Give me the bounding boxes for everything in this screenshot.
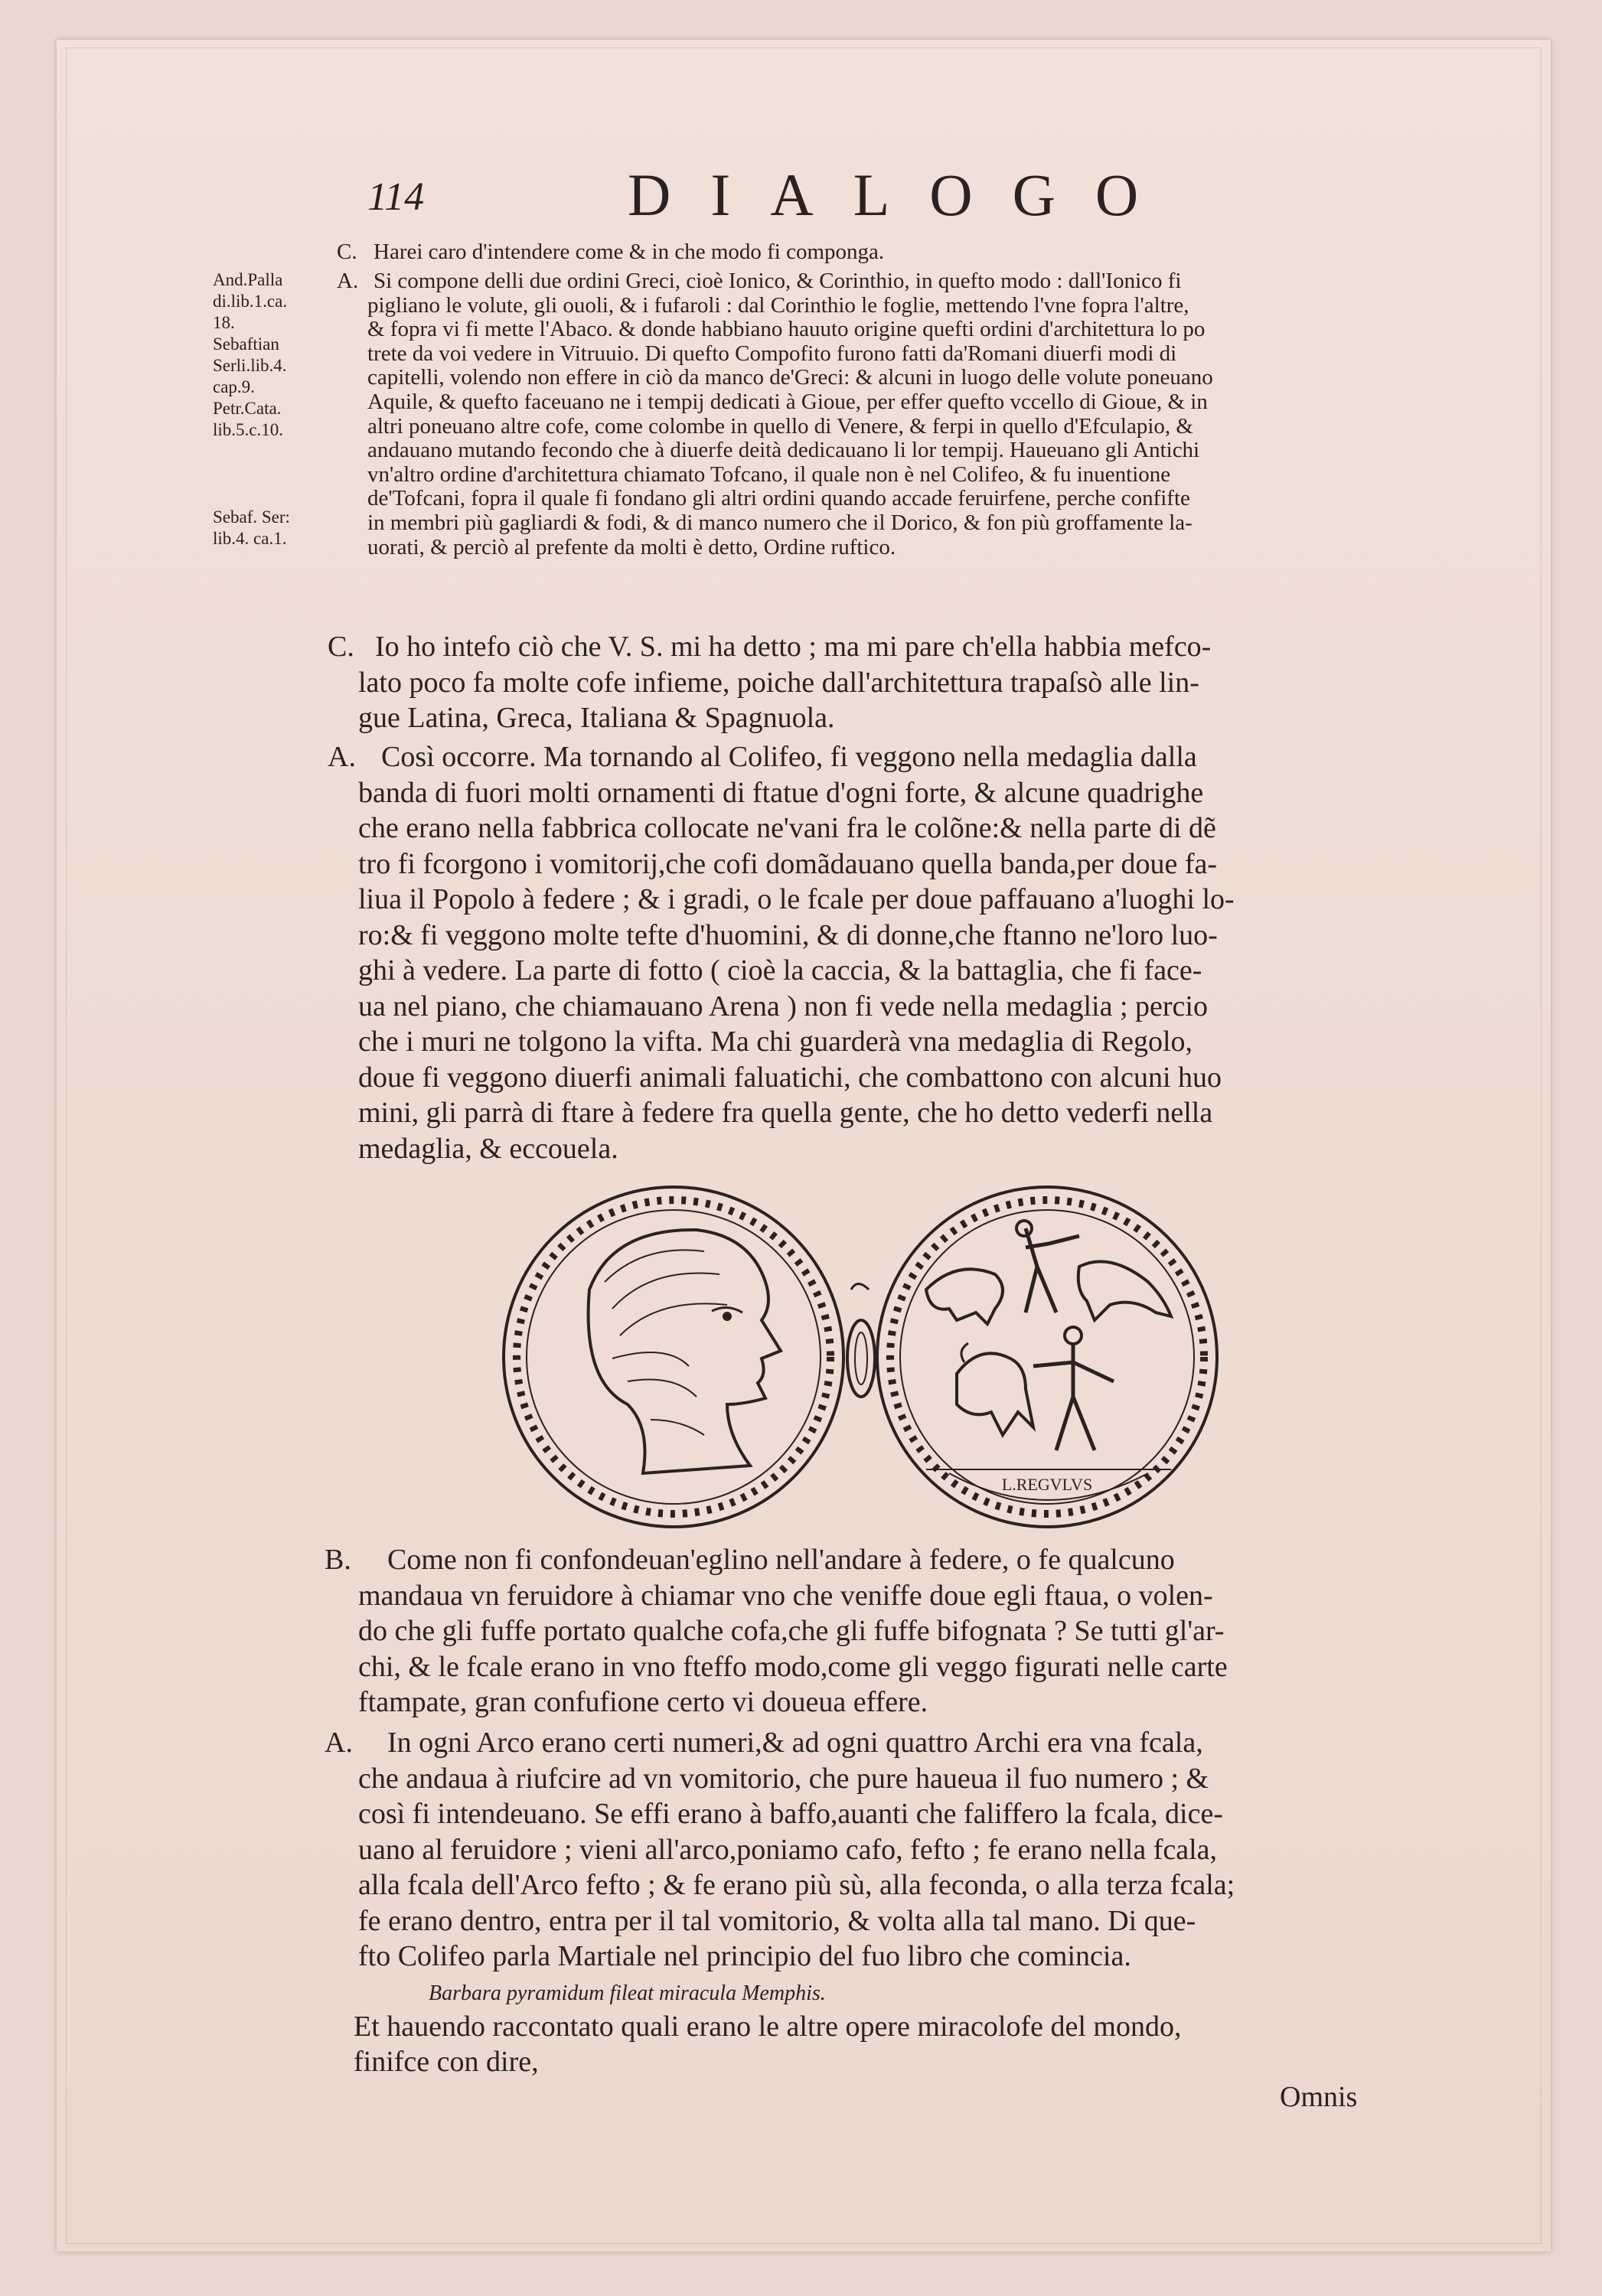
text-line: mini, gli parrà di ftare à federe fra quella gente, che ho detto vederfi nella bbox=[358, 1097, 1213, 1129]
text-line: mandaua vn feruidore à chiamar vno che veniffe doue egli ftaua, o volen- bbox=[358, 1579, 1213, 1612]
text-line: altri poneuano altre cofe, come colombe in quello di Venere, & ferpi in quello d'Efculapio, & bbox=[367, 413, 1193, 439]
margin-note: And.Palla di.lib.1.ca. 18. Sebaftian Serli.lib.4. cap.9. Petr.Cata. lib.5.c.10. bbox=[213, 270, 288, 439]
dialogue-paragraph bbox=[328, 629, 1211, 736]
text-line: Et hauendo raccontato quali erano le altre opere miracolofe del mondo, bbox=[354, 2011, 1182, 2043]
margin-notes bbox=[213, 269, 328, 589]
text-line: liua il Popolo à federe ; & i gradi, o le fcale per doue paffauano a'luoghi lo- bbox=[358, 883, 1235, 915]
text-line: doue fi veggono diuerfi animali faluatichi, che combattono con alcuni huo bbox=[358, 1061, 1222, 1094]
text-line: Si compone delli due ordini Greci, cioè Ionico, & Corinthio, in quefto modo : dall'Ionico fi bbox=[374, 269, 1182, 293]
text-line: Così occorre. Ma tornando al Colifeo, fi veggono nella medaglia dalla bbox=[381, 741, 1197, 773]
text-line: trete da voi vedere in Vitruuio. Di quefto Compofito furono fatti da'Romani diuerfi modi di bbox=[367, 341, 1177, 366]
text-line: tro fi fcorgono i vomitorij,che cofi domãdauano quella banda,per doue fa- bbox=[358, 847, 1218, 880]
text-line: Aquile, & quefto faceuano ne i tempij dedicati à Gioue, per effer quefto vccello di Gioue, & in bbox=[367, 389, 1208, 414]
catchword: Omnis bbox=[1280, 2081, 1358, 2113]
reverse-medal bbox=[877, 1187, 1217, 1527]
page-number: 114 bbox=[367, 175, 425, 219]
speaker-label: C. bbox=[328, 631, 354, 663]
text-line: che andaua à riufcire ad vn vomitorio, che pure haueua il fuo numero ; & bbox=[358, 1762, 1209, 1795]
text-line: andauano mutando fecondo che à diuerfe deità dedicauano li lor tempij. Haueuano gli Antichi bbox=[367, 438, 1200, 463]
medal-illustration bbox=[498, 1175, 1225, 1538]
dialogue-paragraph bbox=[328, 739, 1235, 1166]
latin-quotation: Barbara pyramidum fileat miracula Memphis. bbox=[429, 1981, 826, 2005]
text-line: chi, & le fcale erano in vno fteffo modo,come gli veggo figurati nelle carte bbox=[358, 1650, 1228, 1683]
text-line: vn'altro ordine d'architettura chiamato Tofcano, il quale non è nel Colifeo, & fu inuentione bbox=[367, 461, 1171, 487]
text-line: fe erano dentro, entra per il tal vomitorio, & volta alla tal mano. Di que- bbox=[358, 1904, 1196, 1937]
text-line: uorati, & perciò al prefente da molti è detto, Ordine ruftico. bbox=[367, 534, 896, 559]
text-line: ftampate, gran confufione certo vi doueua effere. bbox=[358, 1686, 928, 1718]
margin-note: Sebaf. Ser: lib.4. ca.1. bbox=[213, 507, 290, 548]
text-line: che i muri ne tolgono la vifta. Ma chi guarderà vna medaglia di Regolo, bbox=[358, 1026, 1193, 1058]
text-line: pigliano le volute, gli ouoli, & i fufaroli : dal Corinthio le foglie, mettendo l'vne fopra l'altre, bbox=[367, 292, 1189, 318]
text-line: gue Latina, Greca, Italiana & Spagnuola. bbox=[358, 702, 835, 734]
text-line: che erano nella fabbrica collocate ne'vani fra le colõne:& nella parte di dẽ bbox=[358, 812, 1216, 844]
dialogue-paragraph bbox=[337, 240, 884, 265]
speaker-label: A. bbox=[337, 269, 359, 293]
dialogue-paragraph bbox=[337, 269, 1213, 559]
text-line: finifce con dire, bbox=[354, 2046, 539, 2078]
text-line: do che gli fuffe portato qualche cofa,che gli fuffe bifognata ? Se tutti gl'ar- bbox=[358, 1615, 1225, 1647]
text-line: alla fcala dell'Arco fefto ; & fe erano più sù, alla feconda, o alla terza fcala; bbox=[358, 1869, 1235, 1901]
text-line: in membri più gagliardi & fodi, & di manco numero che il Dorico, & fon più groffamente la- bbox=[367, 510, 1193, 535]
text-line: ua nel piano, che chiamauano Arena ) non fi vede nella medaglia ; percio bbox=[358, 990, 1208, 1022]
text-line: ghi à vedere. La parte di fotto ( cioè la caccia, & la battaglia, che fi face- bbox=[358, 954, 1202, 987]
text-line: banda di fuori molti ornamenti di ftatue d'ogni forte, & alcune quadrighe bbox=[358, 776, 1204, 809]
medal-connector bbox=[847, 1284, 875, 1397]
text-line: & fopra vi fi mette l'Abaco. & donde habbiano hauuto origine quefti ordini d'architettura lo po bbox=[367, 317, 1206, 342]
medal-inscription: L.REGVLVS bbox=[1001, 1475, 1093, 1494]
text-line: lato poco fa molte cofe infieme, poiche dall'architettura trapaſsò alle lin- bbox=[358, 666, 1199, 699]
speaker-label: B. bbox=[325, 1544, 351, 1576]
closing-text bbox=[354, 2009, 1181, 2079]
speaker-label: A. bbox=[328, 741, 356, 773]
text-line: ro:& fi veggono molte tefte d'huomini, & di donne,che ftanno ne'loro luo- bbox=[358, 918, 1218, 951]
text-line: In ogni Arco erano certi numeri,& ad ogni quattro Archi era vna fcala, bbox=[387, 1727, 1203, 1759]
text-line: fto Colifeo parla Martiale nel principio del fuo libro che comincia. bbox=[358, 1940, 1131, 1972]
speaker-label: A. bbox=[325, 1727, 353, 1759]
text-line: medaglia, & eccouela. bbox=[358, 1132, 618, 1165]
text-line: Come non fi confondeuan'eglino nell'andare à federe, o fe qualcuno bbox=[387, 1544, 1175, 1576]
text-line: Io ho intefo ciò che V. S. mi ha detto ; ma mi pare ch'ella habbia mefco- bbox=[375, 631, 1212, 663]
text-line: uano al feruidore ; vieni all'arco,poniamo cafo, fefto ; fe erano nella fcala, bbox=[358, 1833, 1218, 1866]
dialogue-paragraph bbox=[325, 1725, 1235, 1975]
text-line: de'Tofcani, fopra il quale fi fondano gli altri ordini quando accade feruirfene, perche confifte bbox=[367, 486, 1190, 511]
text-line: capitelli, volendo non effere in ciò da manco de'Greci: & alcuni in luogo delle volute poneuano bbox=[367, 365, 1213, 390]
running-title: DIALOGO bbox=[628, 161, 1179, 228]
dialogue-paragraph bbox=[325, 1542, 1228, 1720]
text-line: Harei caro d'intendere come & in che modo fi componga. bbox=[374, 240, 885, 264]
speaker-label: C. bbox=[337, 240, 357, 264]
text-line: così fi intendeuano. Se effi erano à baffo,auanti che faliffero la fcala, dice- bbox=[358, 1798, 1223, 1830]
obverse-medal bbox=[504, 1187, 843, 1527]
